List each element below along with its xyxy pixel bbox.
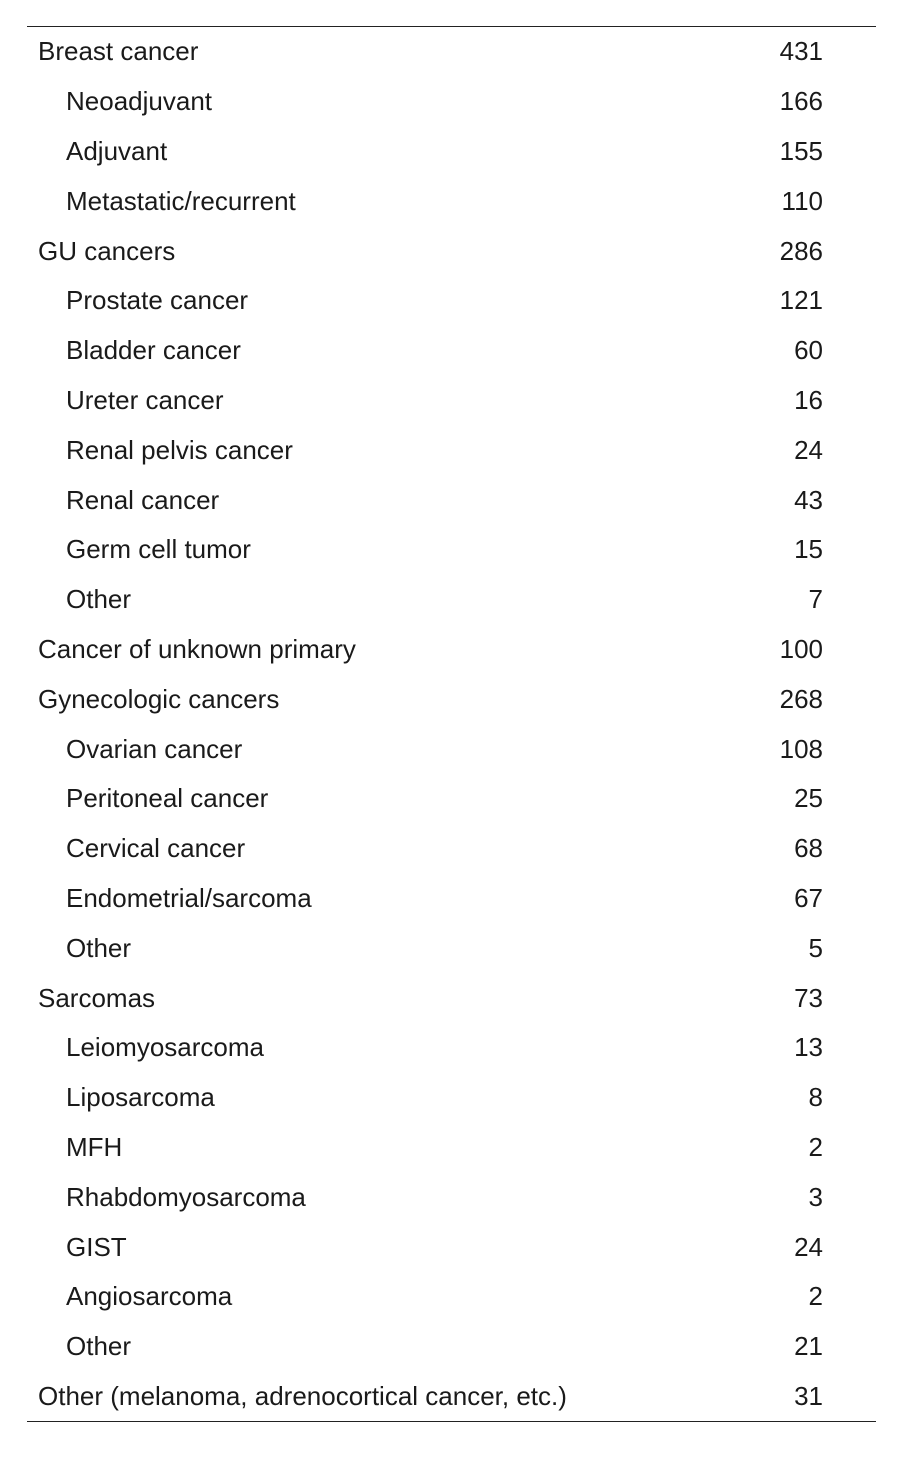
row-label: Angiosarcoma (66, 1281, 233, 1312)
table-subrow (27, 575, 876, 625)
table-subrow (27, 425, 876, 475)
row-count: 15 (794, 534, 823, 565)
row-count: 155 (779, 135, 823, 166)
table-subrow (27, 127, 876, 177)
row-label: GIST (66, 1231, 127, 1262)
row-label: Prostate cancer (66, 285, 249, 316)
table-subrow (27, 1073, 876, 1123)
table-row (27, 625, 876, 675)
table-subrow (27, 176, 876, 226)
row-count: 2 (808, 1281, 823, 1312)
row-label: Rhabdomyosarcoma (66, 1181, 306, 1212)
row-count: 5 (808, 932, 823, 963)
row-count: 268 (779, 683, 823, 714)
row-count: 110 (781, 185, 823, 216)
table-subrow (27, 1272, 876, 1322)
table-subrow (27, 874, 876, 924)
row-label: MFH (66, 1131, 123, 1162)
table-body (27, 27, 876, 1421)
row-label: Leiomyosarcoma (66, 1032, 264, 1063)
row-label: Liposarcoma (66, 1082, 215, 1113)
row-count: 31 (794, 1380, 823, 1411)
row-label: Gynecologic cancers (38, 683, 280, 714)
data-table (27, 27, 876, 1421)
row-label: Endometrial/sarcoma (66, 882, 312, 913)
row-label: Metastatic/recurrent (66, 185, 296, 216)
row-label: Adjuvant (66, 135, 168, 166)
row-label: Cervical cancer (66, 833, 246, 864)
row-count: 3 (808, 1181, 823, 1212)
row-label: Germ cell tumor (66, 534, 251, 565)
table-subrow (27, 824, 876, 874)
row-label: Ureter cancer (66, 384, 224, 415)
row-label: Other (66, 1331, 132, 1362)
table-subrow (27, 1222, 876, 1272)
row-label: Ovarian cancer (66, 733, 243, 764)
row-label: Renal cancer (66, 484, 220, 515)
row-count: 43 (794, 484, 823, 515)
cancer-type-table (27, 26, 876, 1422)
row-count: 166 (779, 86, 823, 117)
table-subrow (27, 77, 876, 127)
table-subrow (27, 525, 876, 575)
table-subrow (27, 923, 876, 973)
table-subrow (27, 774, 876, 824)
table-row (27, 1372, 876, 1422)
row-label: Cancer of unknown primary (38, 633, 356, 664)
row-count: 286 (779, 235, 823, 266)
row-count: 67 (794, 882, 823, 913)
row-count: 121 (779, 285, 823, 316)
table-subrow (27, 724, 876, 774)
table-row (27, 226, 876, 276)
row-count: 68 (794, 833, 823, 864)
row-label: Sarcomas (38, 982, 156, 1013)
table-subrow (27, 326, 876, 376)
row-label: Peritoneal cancer (66, 783, 269, 814)
row-label: Other (66, 932, 132, 963)
row-count: 108 (779, 733, 823, 764)
row-label: Neoadjuvant (66, 86, 212, 117)
row-count: 100 (779, 633, 823, 664)
row-count: 13 (794, 1032, 823, 1063)
row-count: 25 (794, 783, 823, 814)
row-label: Other (66, 584, 132, 615)
table-row (27, 27, 876, 77)
row-count: 2 (808, 1131, 823, 1162)
table-subrow (27, 1123, 876, 1173)
row-count: 73 (794, 982, 823, 1013)
row-label: Other (melanoma, adrenocortical cancer, etc.) (38, 1380, 567, 1411)
row-label: Renal pelvis cancer (66, 434, 293, 465)
table-subrow (27, 276, 876, 326)
row-label: Bladder cancer (66, 335, 241, 366)
row-label: GU cancers (38, 235, 176, 266)
table-subrow (27, 475, 876, 525)
row-label: Breast cancer (38, 36, 199, 67)
row-count: 431 (779, 36, 823, 67)
row-count: 24 (794, 434, 823, 465)
table-row (27, 973, 876, 1023)
table-row (27, 674, 876, 724)
row-count: 8 (808, 1082, 823, 1113)
row-count: 60 (794, 335, 823, 366)
table-subrow (27, 376, 876, 426)
row-count: 16 (794, 384, 823, 415)
row-count: 24 (794, 1231, 823, 1262)
table-subrow (27, 1172, 876, 1222)
table-subrow (27, 1322, 876, 1372)
row-count: 7 (808, 584, 823, 615)
table-subrow (27, 1023, 876, 1073)
row-count: 21 (794, 1331, 823, 1362)
